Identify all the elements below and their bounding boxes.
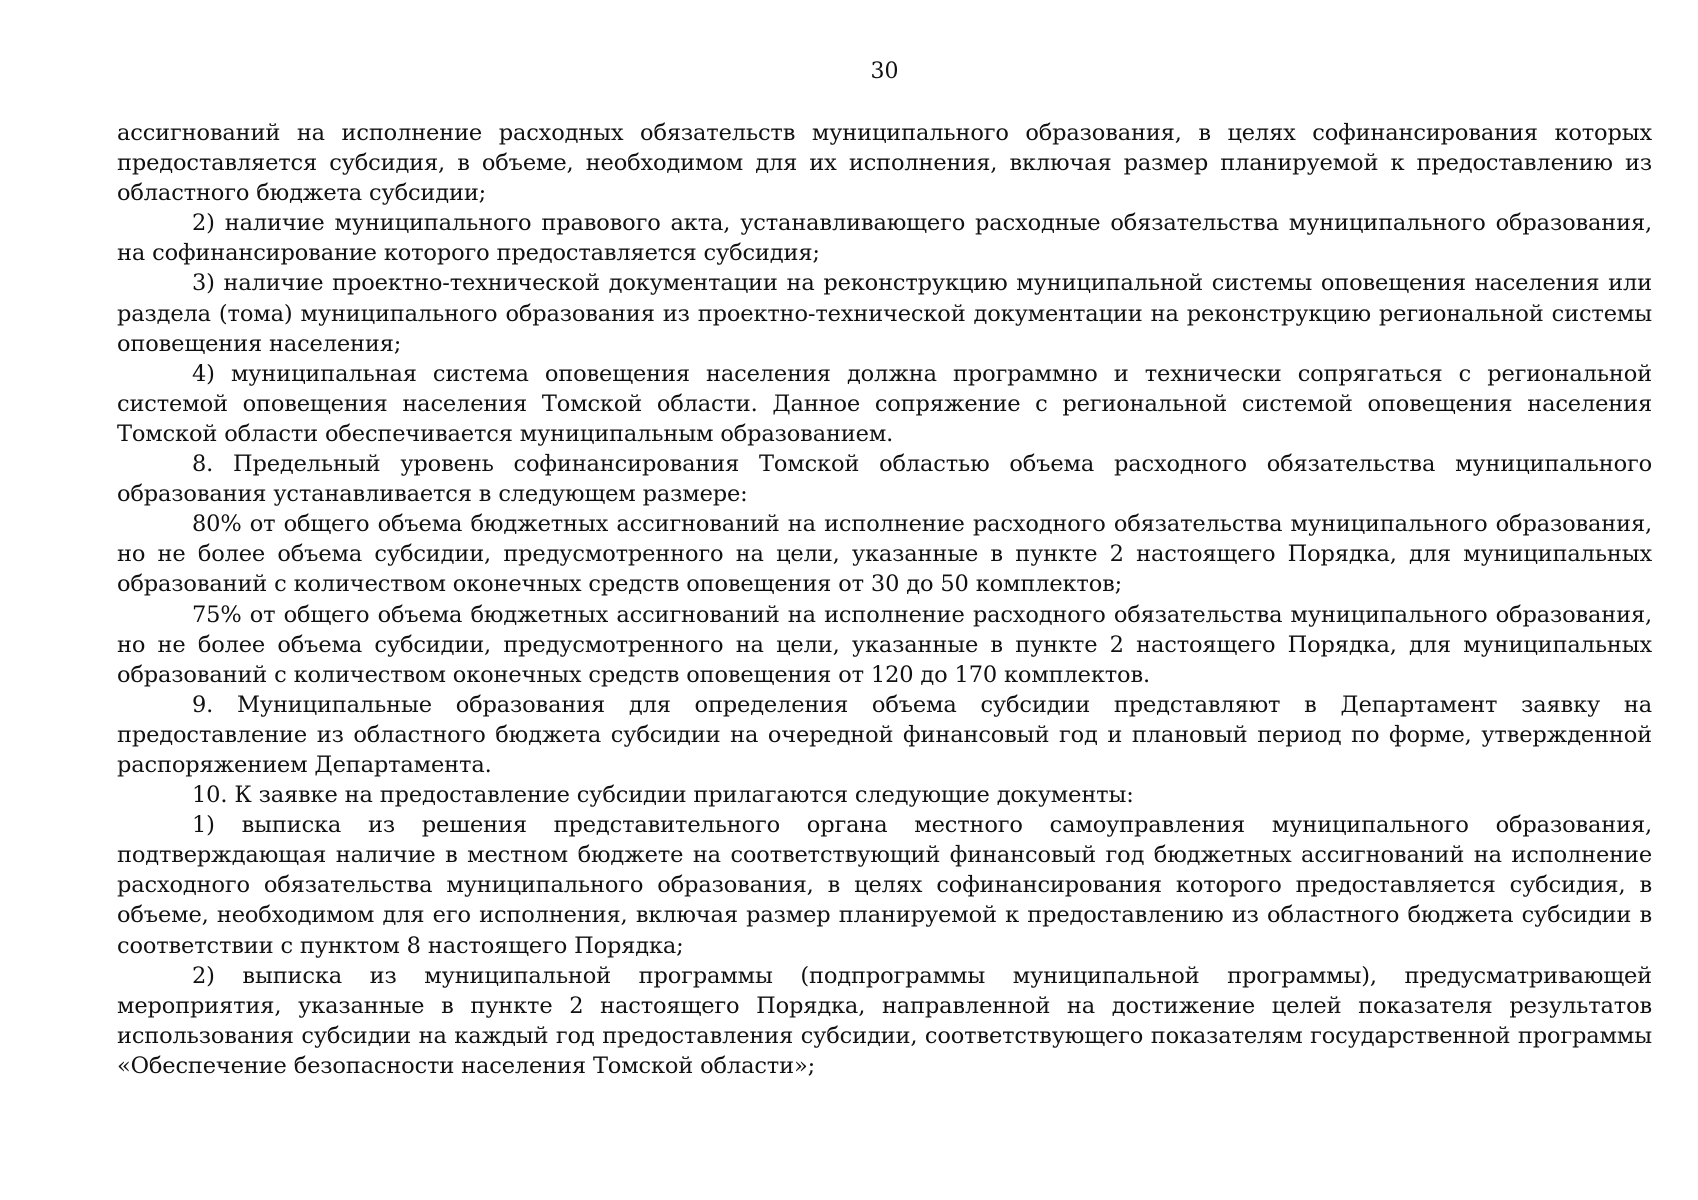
paragraph-80-percent: 80% от общего объема бюджетных ассигнований на исполнение расходного обязательства муниципального образования, но не более объема субсидии, предусмотренного на цели, указанные в пункте 2 настоящего Порядка, для муниципальных образований с количеством оконечных средств оповещения от 30 до 50 комплектов; (117, 511, 1652, 598)
paragraph-clause-10-item-1: 1) выписка из решения представительного органа местного самоуправления муниципального образования, подтверждающая наличие в местном бюджете на соответствующий финансовый год бюджетных ассигнований на исполнение расходного обязательства муниципального образования, в целях софинансирования которого предоставляется субсидия, в объеме, необходимом для его исполнения, включая размер планируемой к предоставлению из областного бюджета субсидии в соответствии с пунктом 8 настоящего Порядка; (117, 812, 1652, 959)
document-body (117, 118, 1652, 1081)
page-number: 30 (870, 59, 899, 84)
paragraph-continuation: ассигнований на исполнение расходных обязательств муниципального образования, в целях софинансирования которых предоставляется субсидия, в объеме, необходимом для их исполнения, включая размер планируемой к предоставлению из областного бюджета субсидии; (117, 120, 1652, 207)
paragraph-item-3: 3) наличие проектно-технической документации на реконструкцию муниципальной системы оповещения населения или раздела (тома) муниципального образования из проектно-технической документации на реконструкцию региональной системы оповещения населения; (117, 270, 1652, 357)
paragraph-clause-10-item-2: 2) выписка из муниципальной программы (подпрограммы муниципальной программы), предусматривающей мероприятия, указанные в пункте 2 настоящего Порядка, направленной на достижение целей показателя результатов использования субсидии на каждый год предоставления субсидии, соответствующего показателям государственной программы «Обеспечение безопасности населения Томской области»; (117, 962, 1652, 1079)
paragraph-item-2: 2) наличие муниципального правового акта, устанавливающего расходные обязательства муниципального образования, на софинансирование которого предоставляется субсидия; (117, 210, 1652, 267)
paragraph-75-percent: 75% от общего объема бюджетных ассигнований на исполнение расходного обязательства муниципального образования, но не более объема субсидии, предусмотренного на цели, указанные в пункте 2 настоящего Порядка, для муниципальных образований с количеством оконечных средств оповещения от 120 до 170 комплектов. (117, 601, 1652, 688)
paragraph-clause-9: 9. Муниципальные образования для определения объема субсидии представляют в Департамент заявку на предоставление из областного бюджета субсидии на очередной финансовый год и плановый период по форме, утвержденной распоряжением Департамента. (117, 691, 1652, 778)
paragraph-clause-10: 10. К заявке на предоставление субсидии прилагаются следующие документы: (192, 782, 1134, 809)
paragraph-clause-8: 8. Предельный уровень софинансирования Томской областью объема расходного обязательства муниципального образования устанавливается в следующем размере: (117, 451, 1652, 508)
paragraph-item-4: 4) муниципальная система оповещения населения должна программно и технически сопрягаться с региональной системой оповещения населения Томской области. Данное сопряжение с региональной системой оповещения населения Томской области обеспечивается муниципальным образованием. (117, 360, 1652, 447)
